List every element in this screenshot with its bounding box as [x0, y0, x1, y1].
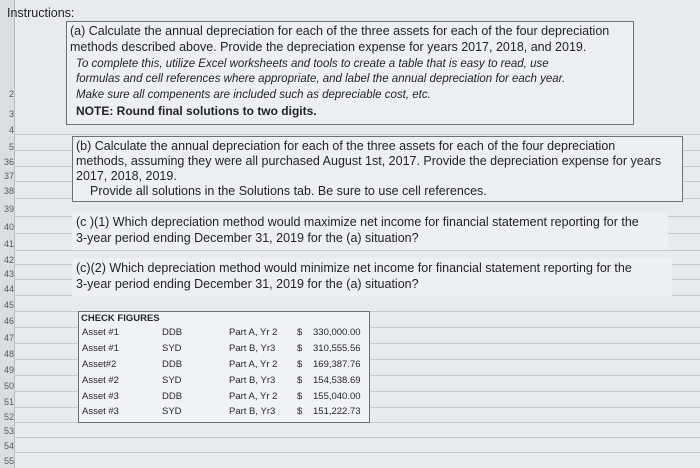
- check-asset[interactable]: Asset #3: [82, 406, 119, 417]
- check-part[interactable]: Part B, Yr3: [229, 406, 276, 417]
- part-a-line: Make sure all compenents are included such as depreciable cost, etc.: [76, 89, 431, 101]
- check-method[interactable]: SYD: [162, 406, 182, 417]
- part-a-line: (a) Calculate the annual depreciation for each of the three assets for each of the four depreciation: [70, 24, 610, 38]
- check-amount[interactable]: 151,222.73: [313, 406, 361, 417]
- check-part[interactable]: Part B, Yr3: [229, 343, 276, 354]
- row-number[interactable]: 47: [3, 333, 14, 343]
- gridline: [14, 452, 700, 453]
- check-asset[interactable]: Asset #1: [82, 343, 119, 354]
- gridline: [14, 250, 700, 251]
- part-a-line: methods described above. Provide the depreciation expense for years 2017, 2018, and 2019.: [70, 40, 587, 54]
- row-number[interactable]: 51: [3, 397, 14, 407]
- row-number[interactable]: 44: [3, 284, 14, 294]
- gridline: [14, 134, 700, 135]
- part-c2-line: (c)(2) Which depreciation method would minimize net income for financial statement reporting for the: [76, 261, 632, 275]
- check-amount[interactable]: 169,387.76: [313, 359, 361, 370]
- row-number[interactable]: 50: [3, 381, 14, 391]
- part-c2-line: 3-year period ending December 31, 2019 for the (a) situation?: [76, 277, 419, 291]
- check-method[interactable]: DDB: [162, 359, 183, 370]
- row-number[interactable]: 5: [8, 142, 14, 152]
- row-number[interactable]: 48: [3, 349, 14, 359]
- row-number[interactable]: 46: [3, 316, 14, 326]
- check-part[interactable]: Part A, Yr 2: [229, 327, 278, 338]
- row-number[interactable]: 42: [3, 255, 14, 265]
- part-b-line: 2017, 2018, 2019.: [76, 169, 177, 183]
- row-number[interactable]: 4: [8, 125, 14, 135]
- check-method[interactable]: SYD: [162, 375, 182, 386]
- row-header-column: [0, 0, 15, 468]
- part-a-note: NOTE: Round final solutions to two digits.: [76, 104, 317, 118]
- check-method[interactable]: DDB: [162, 391, 183, 402]
- row-number[interactable]: 38: [3, 186, 14, 196]
- check-asset[interactable]: Asset #1: [82, 327, 119, 338]
- check-asset[interactable]: Asset #2: [82, 375, 119, 386]
- row-number[interactable]: 49: [3, 365, 14, 375]
- row-number[interactable]: 43: [3, 269, 14, 279]
- check-part[interactable]: Part B, Yr3: [229, 375, 276, 386]
- row-number[interactable]: 55: [3, 456, 14, 466]
- check-amount[interactable]: 155,040.00: [313, 391, 361, 402]
- check-amount[interactable]: 330,000.00: [313, 327, 361, 338]
- part-b-line: methods, assuming they were all purchased August 1st, 2017. Provide the depreciation expense for years: [76, 154, 662, 168]
- row-number[interactable]: 54: [3, 441, 14, 451]
- row-number[interactable]: 40: [3, 222, 14, 232]
- check-currency: $: [297, 391, 303, 402]
- gridline: [14, 437, 700, 438]
- check-figures-title[interactable]: CHECK FIGURES: [81, 313, 160, 324]
- part-a-line: To complete this, utilize Excel worksheets and tools to create a table that is easy to read, use: [76, 58, 549, 70]
- part-b-line: (b) Calculate the annual depreciation for each of the three assets for each of the four depreciation: [76, 139, 616, 153]
- part-c1-line: (c )(1) Which depreciation method would maximize net income for financial statement reporting for the: [76, 215, 639, 229]
- row-number[interactable]: 39: [3, 204, 14, 214]
- part-a-line: formulas and cell references where appropriate, and label the annual depreciation for each year.: [76, 73, 566, 85]
- row-number[interactable]: 3: [8, 109, 14, 119]
- row-number[interactable]: 37: [3, 171, 14, 181]
- check-amount[interactable]: 154,538.69: [313, 375, 361, 386]
- check-currency: $: [297, 375, 303, 386]
- row-number[interactable]: 2: [8, 89, 14, 99]
- row-number[interactable]: 41: [3, 239, 14, 249]
- row-number[interactable]: 53: [3, 426, 14, 436]
- check-amount[interactable]: 310,555.56: [313, 343, 361, 354]
- check-part[interactable]: Part A, Yr 2: [229, 391, 278, 402]
- row-number[interactable]: 36: [3, 157, 14, 167]
- row-number[interactable]: 52: [3, 412, 14, 422]
- part-c1-line: 3-year period ending December 31, 2019 for the (a) situation?: [76, 231, 419, 245]
- instructions-label[interactable]: Instructions:: [7, 6, 75, 20]
- row-number[interactable]: 45: [3, 300, 14, 310]
- check-currency: $: [297, 406, 303, 417]
- check-currency: $: [297, 343, 303, 354]
- check-currency: $: [297, 327, 303, 338]
- part-b-line: Provide all solutions in the Solutions tab. Be sure to use cell references.: [90, 184, 487, 198]
- check-asset[interactable]: Asset#2: [82, 359, 117, 370]
- check-currency: $: [297, 359, 303, 370]
- check-method[interactable]: DDB: [162, 327, 183, 338]
- check-part[interactable]: Part A, Yr 2: [229, 359, 278, 370]
- check-asset[interactable]: Asset #3: [82, 391, 119, 402]
- check-method[interactable]: SYD: [162, 343, 182, 354]
